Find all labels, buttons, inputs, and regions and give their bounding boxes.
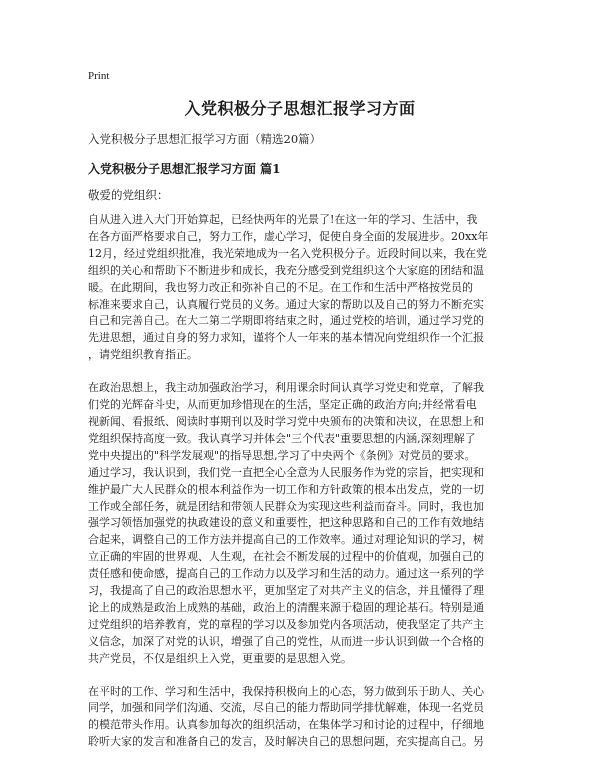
paragraph-line: 通过学习，我认识到，我们党一直把全心全意为人民服务作为党的宗旨，把实现和 <box>88 465 484 479</box>
paragraph-line: 视新闻、看报纸、阅读时事期刊以及时学习党中央颁布的决策和决议，在思想上和 <box>88 414 484 428</box>
paragraph-line: 在平时的工作、学习和生活中，我保持积极向上的心态，努力做到乐于助人、关心 <box>88 684 484 698</box>
paragraph-line: 先进思想，通过自身的努力求知，谨将个人一年来的基本情况向党组织作一个汇报 <box>88 331 484 345</box>
paragraph-line: 合起来，调整自己的工作方法并提高自己的工作效率。通过对理论知识的学习，树 <box>88 533 484 547</box>
paragraph-line: 习，我提高了自己的政治思想水平，更加坚定了对共产主义的信念，并且懂得了理 <box>88 584 484 598</box>
paragraph-line: 暖。在此期间，我也努力改正和弥补自己的不足。在工作和生活中严格按党员的 <box>88 280 473 294</box>
paragraph-line: 党组织保持高度一致。我认真学习并体会"三个代表"重要思想的内涵,深刻理解了 <box>88 431 476 445</box>
paragraph-line: 自己和完善自己。在大二第二学期即将结束之时，通过党校的培训，通过学习党的 <box>88 314 484 328</box>
paragraph-line: ，请党组织教育指正。 <box>88 348 198 362</box>
paragraph-line: 论上的成熟是政治上成熟的基础，政治上的清醒来源于稳固的理论基石。特别是通 <box>88 600 484 614</box>
paragraph-line: 过党组织的培养教育，党的章程的学习以及参加党内各项活动，使我坚定了共产主 <box>88 617 484 631</box>
document-subtitle: 入党积极分子思想汇报学习方面（精选20篇） <box>88 132 322 146</box>
paragraph-line: 12月，经过党组织批准，我光荣地成为一名入党积极分子。近段时间以来，我在党 <box>88 246 487 260</box>
paragraph-line: 立正确的牢固的世界观、人生观，在社会不断发展的过程中的价值观，加强自己的 <box>88 550 484 564</box>
body-paragraph <box>88 212 514 364</box>
print-label: Print <box>88 70 110 82</box>
paragraph-line: 维护最广大人民群众的根本利益作为一切工作和方针政策的根本出发点，党的一切 <box>88 482 484 496</box>
paragraph-line: 聆听大家的发言和准备自己的发言，及时解决自己的思想问题，充实提高自己。另 <box>88 735 484 749</box>
paragraph-line: 共产党员，不仅是组织上入党，更重要的是思想入党。 <box>88 651 352 665</box>
section-title: 入党积极分子思想汇报学习方面 篇1 <box>88 162 281 176</box>
paragraph-line: 义信念，加深了对党的认识，增强了自己的党性，从而进一步认识到做一个合格的 <box>88 634 484 648</box>
paragraph-line: 强学习领悟加强党的执政建设的意义和重要性，把这种思路和自己的工作有效地结 <box>88 516 484 530</box>
paragraph-line: 组织的关心和帮助下不断进步和成长，我充分感受到党组织这个大家庭的团结和温 <box>88 263 484 277</box>
paragraph-line: 在各方面严格要求自己，努力工作，虚心学习，促使自身全面的发展进步。20xx年 <box>88 229 489 243</box>
paragraph-line: 们党的光辉奋斗史，从而更加珍惜现在的生活，坚定正确的政治方向;并经常看电 <box>88 398 477 412</box>
paragraph-line: 同学，加强和同学们沟通、交流，尽自己的能力帮助同学排忧解难，体现一名党员 <box>88 701 484 715</box>
body-paragraph <box>88 380 514 667</box>
paragraph-line: 标准来要求自己，认真履行党员的义务。通过大家的帮助以及自己的努力不断充实 <box>88 297 484 311</box>
paragraph-line: 责任感和使命感，提高自己的工作动力以及学习和生活的动力。通过这一系列的学 <box>88 567 484 581</box>
paragraph-line: 自从进入进入大门开始算起，已经快两年的光景了!在这一年的学习、生活中，我 <box>88 213 478 226</box>
paragraph-line: 在政治思想上，我主动加强政治学习，利用课余时间认真学习党史和党章，了解我 <box>88 381 484 395</box>
paragraph-line: 工作或全部任务，就是团结和带领人民群众为实现这些利益而奋斗。同时，我也加 <box>88 499 484 513</box>
document-title: 入党积极分子思想汇报学习方面 <box>184 99 416 118</box>
salutation: 敬爱的党组织： <box>88 188 169 202</box>
document-body <box>88 212 514 767</box>
body-paragraph <box>88 684 514 752</box>
paragraph-line: 的模范带头作用。认真参加每次的组织活动，在集体学习和讨论的过程中，仔细地 <box>88 718 484 732</box>
paragraph-line: 党中央提出的"科学发展观"的指导思想,学习了中央两个《条例》对党员的要求。 <box>88 448 476 462</box>
